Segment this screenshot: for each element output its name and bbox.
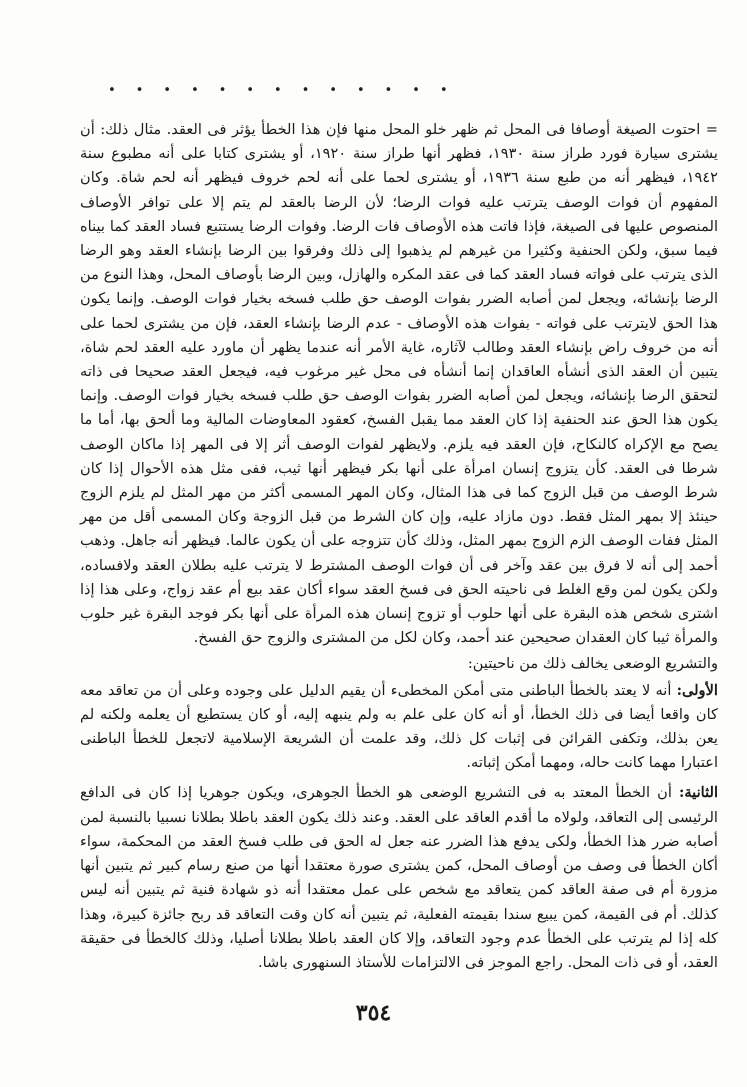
top-dotted-separator: • • • • • • • • • • • • • (108, 83, 454, 98)
paragraph-second-aspect (80, 781, 718, 975)
page-number: ٣٥٤ (355, 1000, 392, 1026)
second-aspect-label: الثانية: (678, 784, 718, 802)
paragraph-positive-law-intro: والتشريع الوضعى يخالف ذلك من ناحيتين: (467, 655, 718, 673)
first-aspect-text: أنه لا يعتد بالخطأ الباطنى متى أمكن المخطىء أن يقيم الدليل على وجوده وعلى أن من تعاقد معه كان واقعا أيضا فى ذلك الخطأ، أو أنه كان على علم به ولم ينبهه إليه، أو كان يستطيع أن يعلمه ولكنه لم يعن بذلك، وتكفى القرائن فى إثبات كل ذلك، وقد علمت أن الشريعة الإسلامية لاتجعل للخطأ الباطنى اعتبارا مهما كانت حاله، ومهما أمكن إثباته. (80, 681, 718, 772)
paragraph-wrong-description: = احتوت الصيغة أوصافا فى المحل ثم ظهر خلو المحل منها فإن هذا الخطأ يؤثر فى العقد. مثال ذلك: أن يشترى سيارة فورد طراز سنة ١٩٣٠، فظهر أنها طراز سنة ١٩٢٠، أو يشترى كتابا على أنه مطبوع سنة ١٩٤٢، فيظهر أنه من طبع سنة ١٩٣٦، أو يشترى لحما على أنه لحم خروف فيظهر أنه لحم شاة. وكان المفهوم أن فوات الوصف يترتب عليه فوات الرضا؛ لأن الرضا بالعقد لم يتم إلا على توافر الأوصاف المنصوص عليها فى الصيغة، فإذا فاتت هذه الأوصاف فات الرضا. وفوات الرضا يستتبع فساد العقد كما بيناه فيما سبق، ولكن الحنفية وكثيرا من غيرهم لم يذهبوا إلى ذلك وفرقوا بين الرضا بإنشاء العقد وهو الرضا الذى يترتب على فواته فساد العقد كما فى عقد المكره والهازل، وبين الرضا بأوصاف المحل، وهذا النوع من الرضا بإنشائه، ويجعل لمن أصابه الضرر بفوات الوصف حق طلب فسخه بخيار فوات الوصف. وإنما يكون هذا الحق لايترتب على فواته - بفوات هذه الأوصاف - عدم الرضا بإنشاء العقد، فإن من يشترى لحما على أنه من خروف راض بإنشاء العقد وطالب لآثاره، غاية الأمر أنه عندما يظهر أن ماورد عليه العقد لحم شاة، يتبين أن العقد الذى أنشأه العاقدان إنما أنشأه فى محل غير مرغوب فيه، فيجعل العقد صحيحا فى ذاته لتحقق الرضا بإنشائه، ويجعل لمن أصابه الضرر بفوات الوصف حق طلب فسخه بخيار فوات الوصف. وإنما يكون هذا الحق عند الحنفية إذا كان العقد مما يقبل الفسخ، كعقود المعاوضات المالية وما ألحق بها، أما ما يصح مع الإكراه كالنكاح، فإن العقد فيه يلزم. ولايظهر لفوات الوصف أثر إلا فى المهر إذا ماكان الوصف شرطا فى العقد. كأن يتزوج إنسان امرأة على أنها بكر فيظهر أنها ثيب، ففى مثل هذه الأحوال إذا كان شرط الوصف من قبل الزوج كما فى هذا المثال، وكان المهر المسمى أكثر من مهر المثل لم يلزم الزوج حينئذ إلا بمهر المثل فقط. دون مازاد عليه، وإن كان الشرط من قبل الزوجة وكان المسمى أقل من مهر المثل ففات الوصف الزم الزوج بمهر المثل، وذلك كأن تتزوجه على أن يكون عالما. فيظهر أنه جاهل. وذهب أحمد إلى أنه لا فرق بين عقد وآخر فى أن فوات الوصف المشترط لا يترتب عليه بطلان العقد ولافساده، ولكن يكون لمن وقع الغلط فى ناحيته الحق فى فسخ العقد سواء أكان عقد بيع أم عقد زواج، وعلى هذا إذا اشترى شخص هذه البقرة على أنها حلوب أو تزوج إنسان هذه المرأة على أنها بكر فوجد البقرة غير حلوب والمرأة ثيبا كان العقدان صحيحين عند أحمد، وكان لكل من المشترى والزوج حق الفسخ. (80, 121, 718, 647)
first-aspect-label: الأولى: (676, 681, 718, 699)
second-aspect-text: أن الخطأ المعتد به فى التشريع الوضعى هو الخطأ الجوهرى، ويكون جوهريا إذا كان فى الدافع الرئيسى إلى التعاقد، ولولاه ما أقدم العاقد على العقد. وعند ذلك يكون العقد باطلا بطلانا نسبيا بالنسبة لمن أصابه ضرر هذا الخطأ، ولكى يدفع هذا الضرر عنه جعل له الحق فى طلب فسخ العقد من المحكمة، سواء أكان الخطأ فى وصف من أوصاف المحل، كمن يشترى صورة معتقدا أنها من صنع رسام كبير ثم يتبين أنها مزورة أم فى صفة العاقد كمن يتعاقد مع شخص على عمل معتقدا أنه ذو شهادة فنية ثم يتبين أنه ليس كذلك. أم فى القيمة، كمن يبيع سندا بقيمته الفعلية، ثم يتبين أنه كان وقت التعاقد قد ربح جائزة كبيرة، وهذا كله إذا لم يترتب على الخطأ عدم وجود التعاقد، وإلا كان العقد باطلا بطلانا أصليا، وذلك كالخطأ فى حقيقة العقد، أو فى ذات المحل. راجع الموجز فى الالتزامات للأستاذ السنهورى باشا. (80, 784, 718, 971)
footnote-text-block (80, 118, 718, 975)
paragraph-first-aspect (80, 679, 718, 776)
